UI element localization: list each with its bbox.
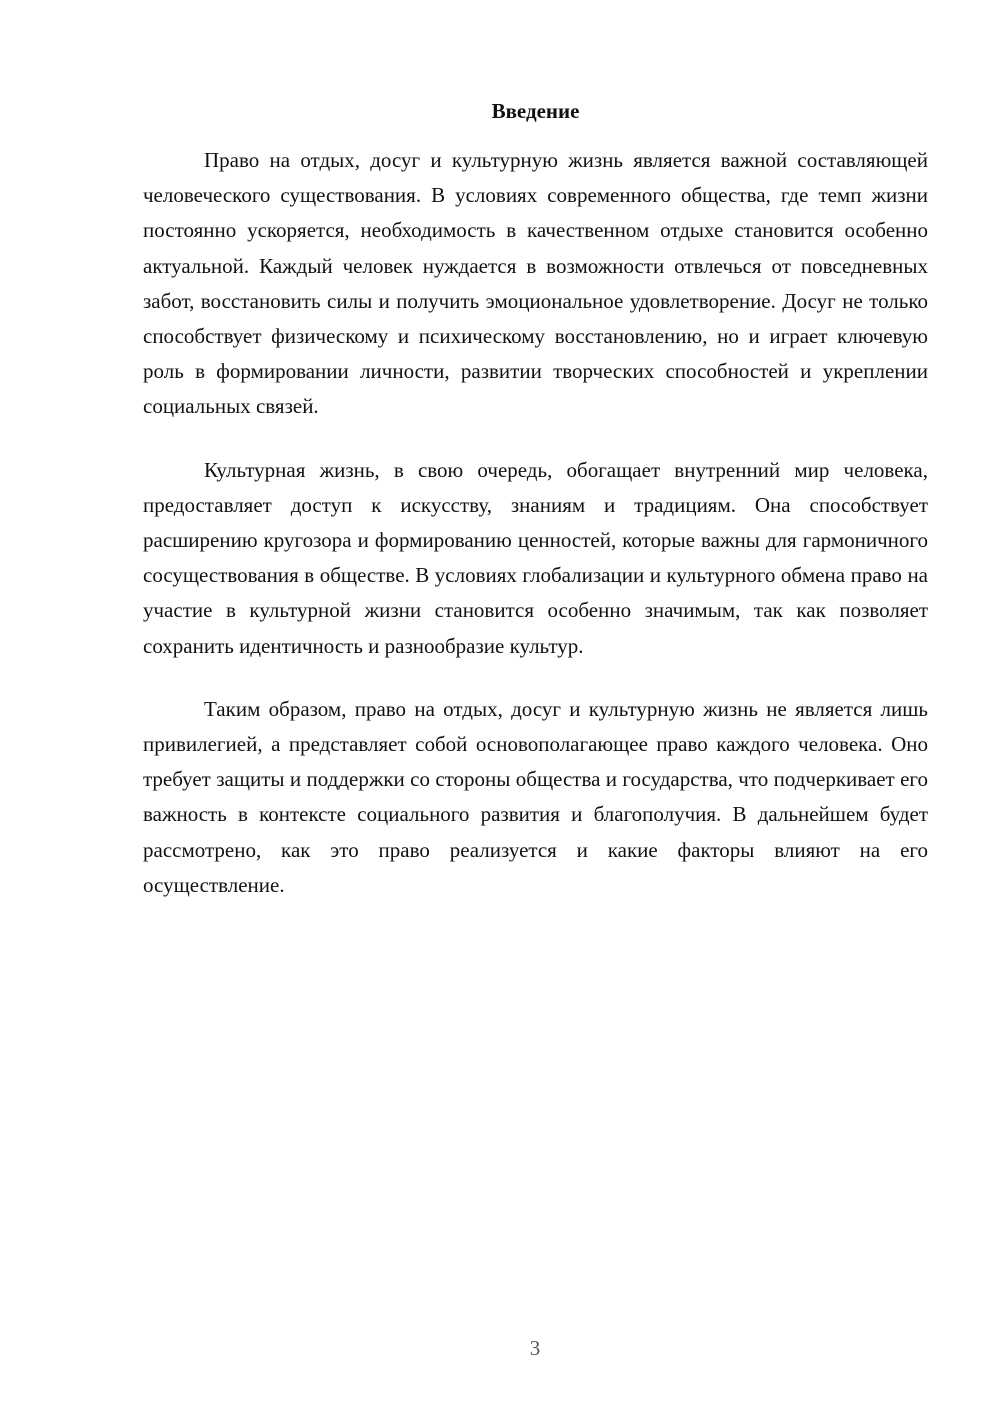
paragraph-3: Таким образом, право на отдых, досуг и культурную жизнь не является лишь привилегией, а представляет собой основополагающее право каждого человека. Оно требует защиты и поддержки со стороны общества и государства, что подчеркивает его важность в контексте социального развития и благополучия. В дальнейшем будет рассмотрено, как это право реализуется и какие факторы влияют на его осуществление.: [143, 696, 928, 897]
paragraph-1: Право на отдых, досуг и культурную жизнь является важной составляющей человеческого существования. В условиях современного общества, где темп жизни постоянно ускоряется, необходимость в качественном отдыхе становится особенно актуальной. Каждый человек нуждается в возможности отвлечься от повседневных забот, восстановить силы и получить эмоциональное удовлетворение. Досуг не только способствует физическому и психическому восстановлению, но и играет ключевую роль в формировании личности, развитии творческих способностей и укреплении социальных связей.: [143, 148, 928, 419]
section-heading: Введение: [491, 99, 580, 123]
page-content: [143, 97, 928, 931]
paragraph-2: Культурная жизнь, в свою очередь, обогащает внутренний мир человека, предоставляет доступ к искусству, знаниям и традициям. Она способствует расширению кругозора и формированию ценностей, которые важны для гармоничного сосуществования в обществе. В условиях глобализации и культурного обмена право на участие в культурной жизни становится особенно значимым, так как позволяет сохранить идентичность и разнообразие культур.: [143, 457, 928, 658]
page-number: 3: [529, 1336, 541, 1360]
